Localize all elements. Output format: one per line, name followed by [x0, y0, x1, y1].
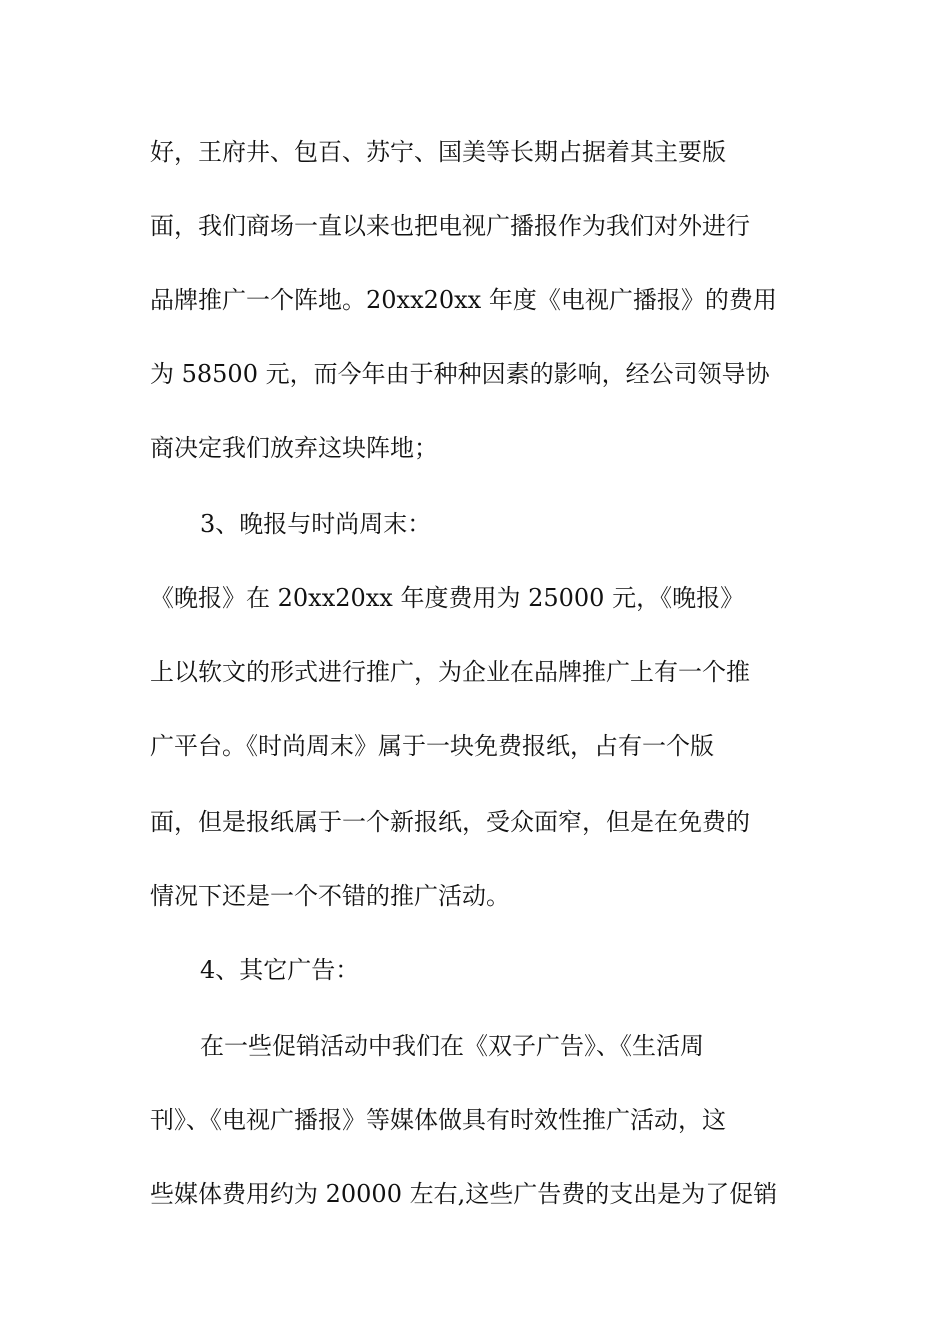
body-text-line: 品牌推广一个阵地。20xx20xx 年度《电视广播报》的费用 [150, 286, 777, 314]
body-text-line: 广平台。《时尚周末》属于一块免费报纸，占有一个版 [150, 732, 714, 760]
body-text-line: 些媒体费用约为 20000 左右,这些广告费的支出是为了促销 [150, 1180, 778, 1208]
body-text-line: 刊》、《电视广播报》等媒体做具有时效性推广活动，这 [150, 1106, 726, 1134]
body-text-line: 上以软文的形式进行推广，为企业在品牌推广上有一个推 [150, 658, 750, 686]
body-text-line: 面，但是报纸属于一个新报纸，受众面窄，但是在免费的 [150, 808, 750, 836]
body-text-line: 面，我们商场一直以来也把电视广播报作为我们对外进行 [150, 212, 750, 240]
body-text-line: 为 58500 元，而今年由于种种因素的影响，经公司领导协 [150, 360, 770, 388]
body-text-line: 好，王府井、包百、苏宁、国美等长期占据着其主要版 [150, 138, 726, 166]
section-heading: 4、其它广告： [200, 956, 360, 984]
body-text-line: 情况下还是一个不错的推广活动。 [150, 882, 510, 910]
body-text-line: 商决定我们放弃这块阵地； [150, 434, 438, 462]
body-text-line: 《晚报》在 20xx20xx 年度费用为 25000 元，《晚报》 [150, 584, 745, 612]
section-heading: 3、晚报与时尚周末： [200, 510, 432, 538]
body-text-line: 在一些促销活动中我们在《双子广告》、《生活周 [200, 1032, 704, 1060]
